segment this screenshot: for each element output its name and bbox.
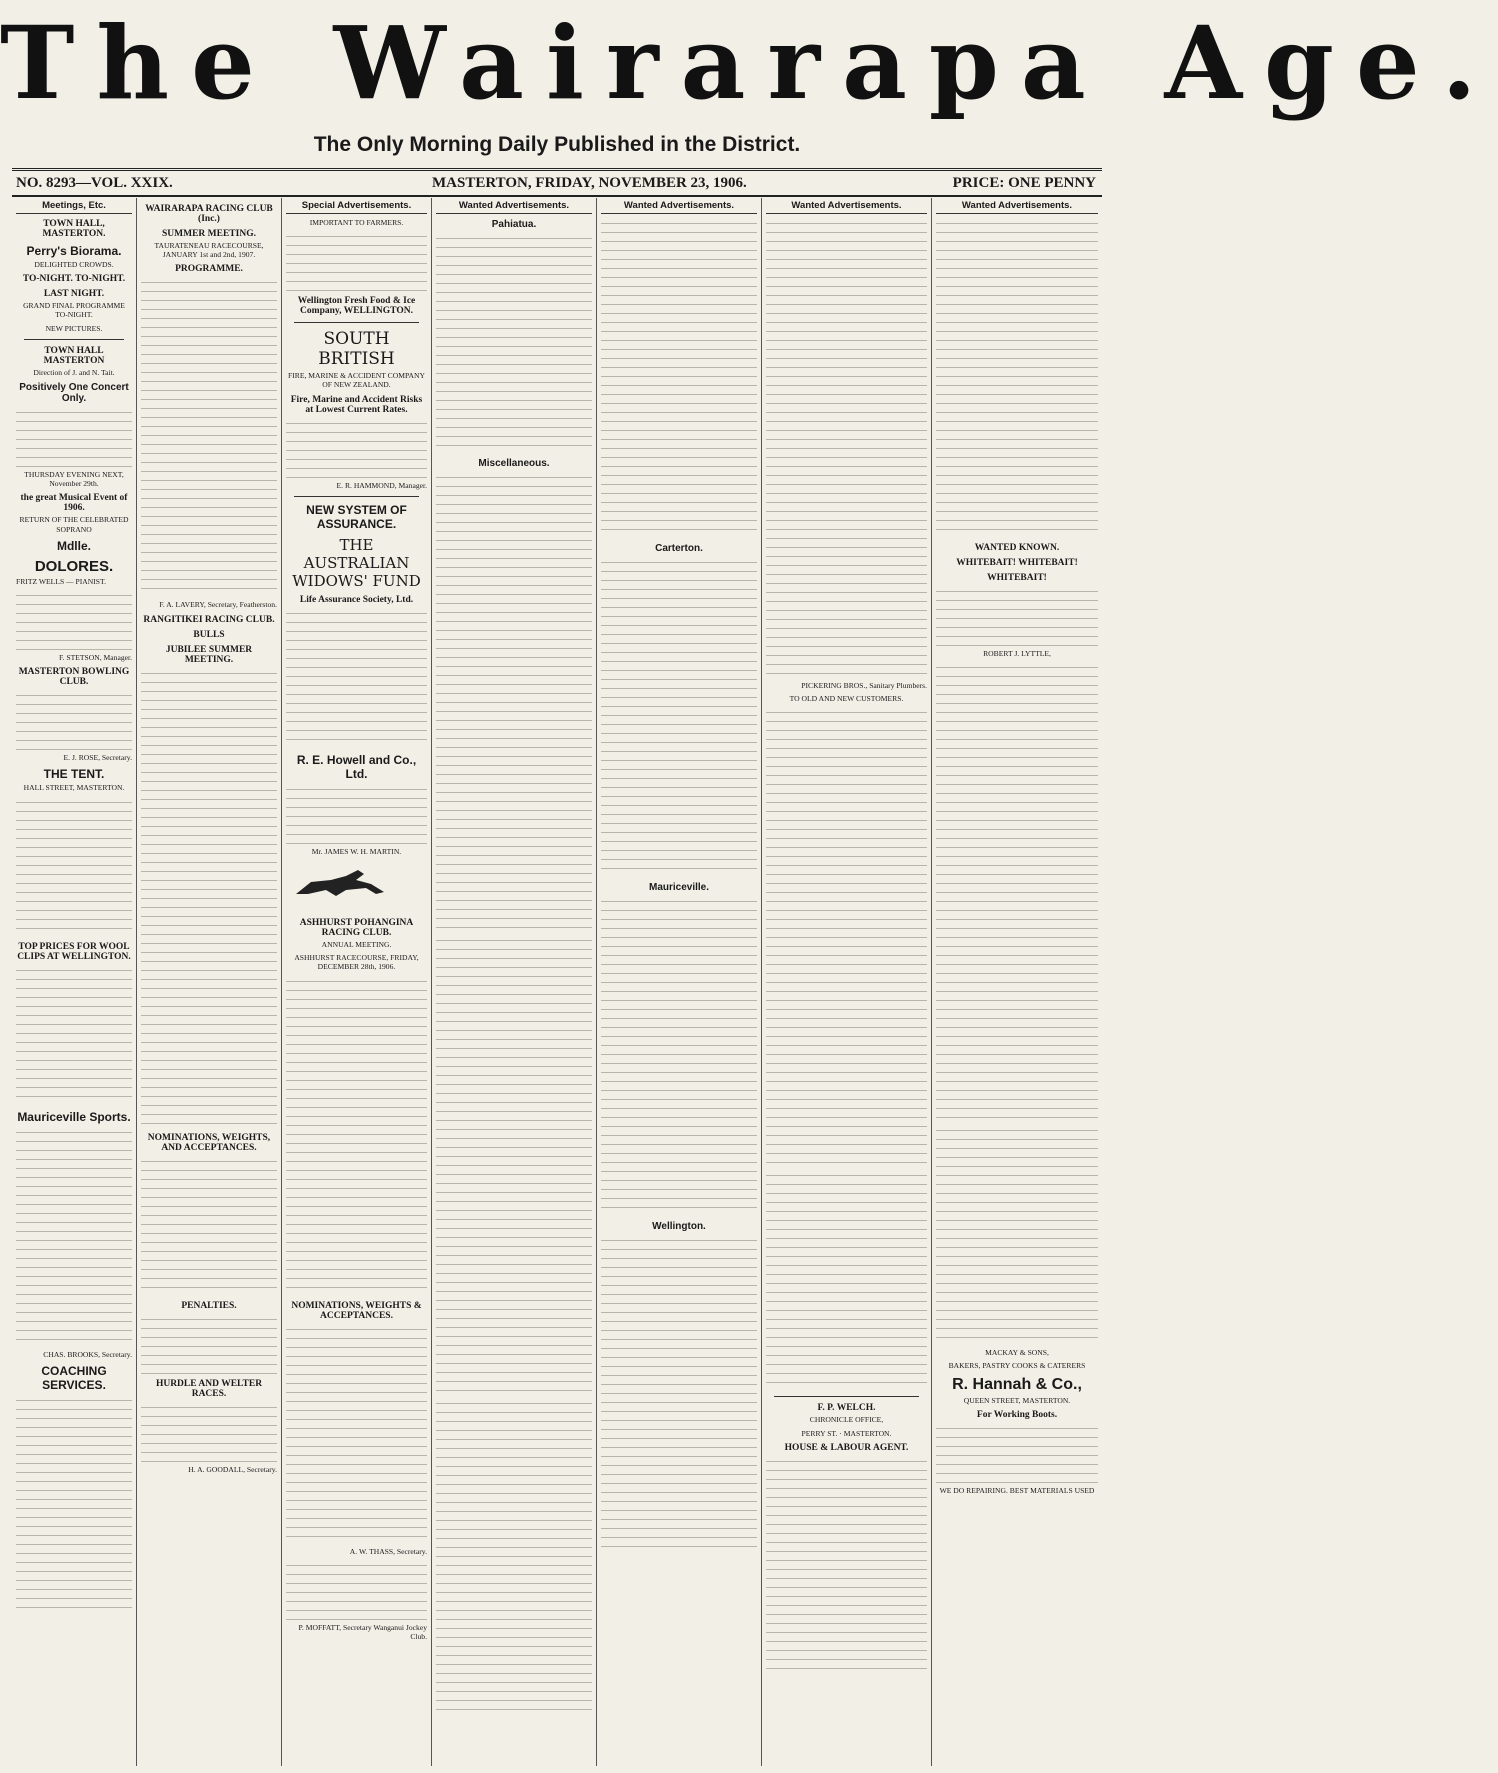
text-block [436,472,592,932]
text: R. Hannah & Co., [952,1375,1082,1393]
text-block [141,1402,277,1462]
text: CHRONICLE OFFICE, [809,1415,884,1425]
text: SUMMER MEETING. [162,229,256,239]
text: For Working Boots. [976,1409,1058,1420]
text: DELIGHTED CROWDS. [34,260,114,269]
text-block [286,1560,427,1620]
text-block [286,231,427,291]
text-block [936,218,1098,538]
text: F. P. WELCH. [817,1403,876,1414]
text-block [286,608,427,748]
text: THURSDAY EVENING NEXT, November 29th. [24,470,124,489]
text: P. MOFFATT, Secretary Wanganui Jockey Club. [298,1622,427,1642]
text: HURDLE AND WELTER RACES. [155,1378,263,1399]
price: PRICE: ONE PENNY [952,175,1096,191]
text: MASTERTON BOWLING CLUB. [18,667,130,688]
text: the great Musical Event of 1906. [20,493,128,514]
text: ROBERT J. LYTTLE, [983,649,1051,658]
text-block [601,218,757,538]
text: BAKERS, PASTRY COOKS & CATERERS [948,1361,1086,1371]
text: RETURN OF THE CELEBRATED SOPRANO [19,515,129,534]
divider [294,322,419,323]
text: THE TENT. [43,767,105,782]
text: CHAS. BROOKS, Secretary. [43,1349,132,1359]
text-block [286,1324,427,1544]
text: A. W. THASS, Secretary. [349,1546,427,1556]
column-heading: Meetings, Etc. [16,198,132,214]
dateline [12,168,1102,197]
text: TAURATENEAU RACECOURSE, JANUARY 1st and 2nd, 1907. [154,241,264,260]
masthead [0,4,1498,123]
column-heading: Wanted Advertisements. [601,198,757,214]
divider [294,496,419,497]
text: WHITEBAIT! [987,573,1047,583]
text-block [766,218,927,678]
text: E. R. HAMMOND, Manager. [336,480,427,490]
text: PICKERING BROS., Sanitary Plumbers. [801,681,927,690]
text: LAST NIGHT. [43,289,105,300]
text: FRITZ WELLS — PIANIST. [16,576,106,586]
text-block [16,1395,132,1615]
text: PENALTIES. [181,1300,237,1311]
text: TO OLD AND NEW CUSTOMERS. [789,694,904,704]
column-7 [932,198,1102,1766]
text: ANNUAL MEETING. [321,940,392,950]
text: RANGITIKEI RACING CLUB. [143,614,275,625]
text: TOWN HALL MASTERTON [43,345,105,366]
text: Life Assurance Society, Ltd. [299,594,414,605]
text: PROGRAMME. [175,264,243,275]
divider [24,339,124,340]
text: WE DO REPAIRING. BEST MATERIALS USED [939,1485,1095,1495]
text: NOMINATIONS, WEIGHTS, AND ACCEPTANCES. [147,1132,271,1153]
text: SOUTH BRITISH [318,329,395,370]
text-block [286,418,427,478]
text-block [766,1170,927,1390]
text: NOMINATIONS, WEIGHTS & ACCEPTANCES. [291,1300,422,1321]
text: F. A. LAVERY, Secretary, Featherston. [159,600,277,610]
text: FIRE, MARINE & ACCIDENT COMPANY OF NEW ZEALAND. [288,371,425,390]
column-heading: Wanted Advertisements. [936,198,1098,214]
column-heading: Wanted Advertisements. [436,198,592,214]
text: F. STETSON, Manager. [58,653,132,663]
text-block [936,586,1098,646]
town-hall-heading: TOWN HALL, MASTERTON. [42,219,106,239]
text: Carterton. [655,543,703,554]
text-block [16,690,132,750]
text-block [436,935,592,1395]
text: WANTED KNOWN. [974,543,1060,553]
text: TO-NIGHT. TO-NIGHT. [22,274,126,285]
text: WHITEBAIT! WHITEBAIT! [956,558,1078,568]
text: R. E. Howell and Co., Ltd. [296,752,417,781]
text: Mauriceville Sports. [17,1109,131,1124]
text: Mr. JAMES W. H. MARTIN. [311,846,402,856]
text: QUEEN STREET, MASTERTON. [963,1395,1071,1405]
text-block [766,1456,927,1676]
horse-icon [286,864,396,904]
text: Miscellaneous. [478,458,550,469]
text-block [141,668,277,1128]
text: Mdlle. [56,538,91,553]
columns [12,198,1102,1766]
text: HOUSE & LABOUR AGENT. [784,1442,909,1453]
text: JUBILEE SUMMER MEETING. [165,644,253,665]
place-date: MASTERTON, FRIDAY, NOVEMBER 23, 1906. [432,175,747,191]
text: GRAND FINAL PROGRAMME TO-NIGHT. [23,301,125,320]
text-block [286,976,427,1296]
column-5 [597,198,762,1766]
text-block [936,662,1098,1122]
text: COACHING SERVICES. [41,1363,107,1392]
issue-number: NO. 8293—VOL. XXIX. [16,175,173,191]
text-block [601,557,757,877]
text: Fire, Marine and Accident Risks at Lowest Current Rates. [290,394,423,415]
text-block [16,965,132,1105]
text-block [16,797,132,937]
text: H. A. GOODALL, Secretary. [188,1464,277,1474]
perry-heading: Perry's Biorama. [26,244,122,258]
column-3 [282,198,432,1766]
text-block [436,233,592,453]
column-6 [762,198,932,1766]
text: BULLS [193,629,225,640]
text-block [436,1398,592,1718]
column-heading: Special Advertisements. [286,198,427,214]
text: IMPORTANT TO FARMERS. [309,218,404,227]
text-block [936,1125,1098,1345]
text: NEW SYSTEM OF ASSURANCE. [306,502,407,531]
text: WAIRARAPA RACING CLUB (Inc.) [145,204,273,224]
text: THE AUSTRALIAN WIDOWS' FUND [292,535,421,590]
text: Direction of J. and N. Tait. [33,367,115,377]
text: Wellington Fresh Food & Ice Company, WELLINGTON. [297,296,416,317]
text: NEW PICTURES. [45,323,103,333]
text-block [16,1127,132,1347]
text-block [16,590,132,650]
text: PERRY ST. · MASTERTON. [801,1428,892,1438]
text: HALL STREET, MASTERTON. [23,783,125,793]
text-block [141,277,277,597]
text: Pahiatua. [491,219,537,230]
column-1 [12,198,137,1766]
text-block [936,1423,1098,1483]
masthead-subtitle: The Only Morning Daily Published in the District. [313,133,801,156]
masthead-title: The Wairarapa Age. [0,4,1498,122]
text: DOLORES. [34,557,114,575]
column-heading: Wanted Advertisements. [766,198,927,214]
text: Positively One Concert Only. [19,382,129,405]
text-block [141,1314,277,1374]
text-block [141,1156,277,1296]
text: Wellington. [652,1221,706,1232]
text-block [601,1235,757,1555]
text: MACKAY & SONS, [985,1348,1049,1358]
text: ASHHURST POHANGINA RACING CLUB. [299,918,414,939]
divider [774,1396,919,1397]
text: TOP PRICES FOR WOOL CLIPS AT WELLINGTON. [17,941,131,962]
text-block [286,784,427,844]
text-block [16,407,132,467]
text: Mauriceville. [648,882,710,893]
text: ASHHURST RACECOURSE, FRIDAY, DECEMBER 28th, 1906. [294,953,419,972]
text-block [601,896,757,1216]
column-2 [137,198,282,1766]
column-4 [432,198,597,1766]
text-block [766,707,927,1167]
text: E. J. ROSE, Secretary. [63,753,132,763]
